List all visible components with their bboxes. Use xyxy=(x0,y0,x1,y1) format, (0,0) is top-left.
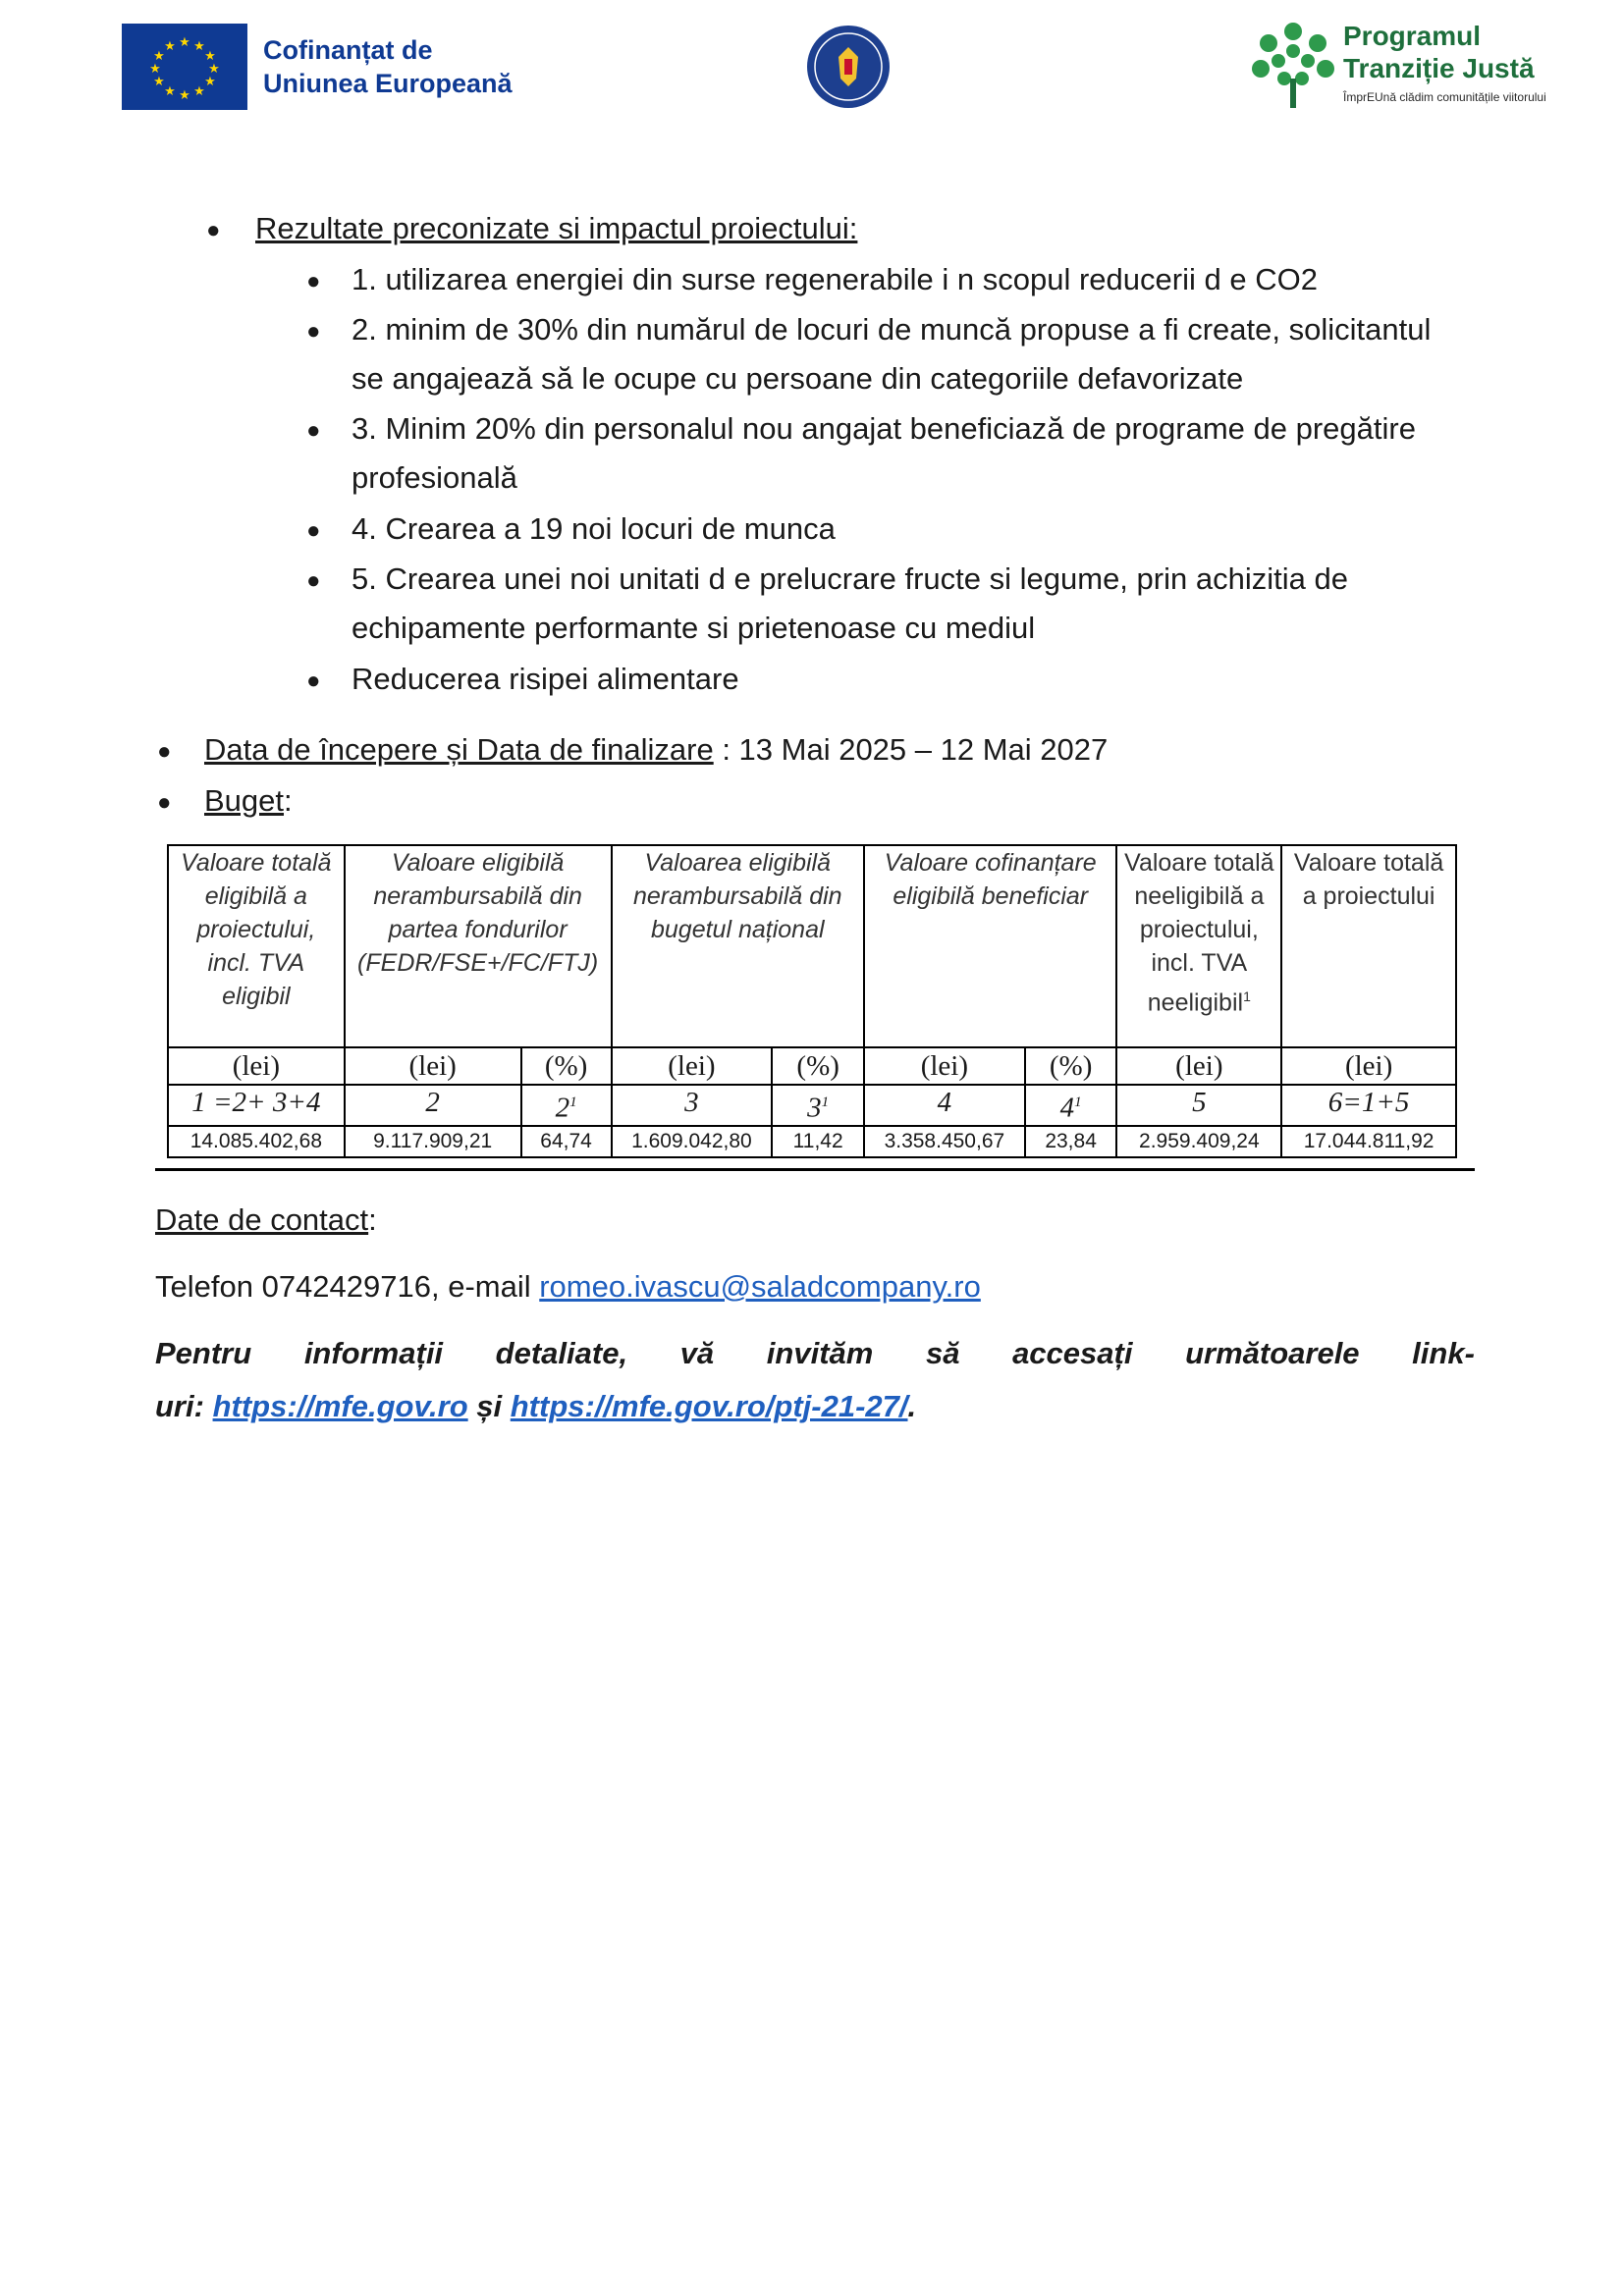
footnote-mark: 1 xyxy=(1074,1095,1082,1110)
ptj-tagline: ÎmprEUnă clădim comunitățile viitorului xyxy=(1343,90,1546,104)
value-cell: 9.117.909,21 xyxy=(345,1126,521,1157)
svg-text:★: ★ xyxy=(164,84,176,99)
table-header-row xyxy=(168,845,1456,1047)
ptj-program-logo xyxy=(1249,20,1546,110)
header-cell: Valoare totală a proiectului xyxy=(1281,845,1456,1047)
formula-cell xyxy=(1025,1085,1117,1126)
info-conj: și xyxy=(467,1389,511,1423)
value-cell: 11,42 xyxy=(772,1126,864,1157)
svg-text:★: ★ xyxy=(208,62,220,77)
formula-cell: 5 xyxy=(1116,1085,1281,1126)
bullet-dot: ● xyxy=(157,789,172,816)
value-cell: 64,74 xyxy=(521,1126,612,1157)
unit-cell: (%) xyxy=(1025,1047,1117,1085)
ptj-line-1: Programul xyxy=(1343,21,1482,51)
formula-cell: 6=1+5 xyxy=(1281,1085,1456,1126)
result-item-4 xyxy=(352,505,1540,554)
formula-text: 4 xyxy=(1059,1092,1075,1124)
mfe-link[interactable]: https://mfe.gov.ro xyxy=(212,1389,468,1423)
contact-heading: Date de contact xyxy=(155,1202,369,1237)
bullet-dot: ● xyxy=(306,517,321,544)
header-cell: Valoare cofinanțare eligibilă beneficiar xyxy=(864,845,1116,1047)
result-line: 3. Minim 20% din personalul nou angajat beneficiază de programe de pregătire xyxy=(352,411,1416,446)
value-cell: 3.358.450,67 xyxy=(864,1126,1025,1157)
bullet-dot: ● xyxy=(157,738,172,765)
eu-line-1: Cofinanțat de xyxy=(263,35,433,65)
value-cell: 17.044.811,92 xyxy=(1281,1126,1456,1157)
result-line: echipamente performante si prietenoase cu mediul xyxy=(352,611,1036,645)
eu-flag-icon xyxy=(122,24,247,110)
value-cell: 2.959.409,24 xyxy=(1116,1126,1281,1157)
table-values-row xyxy=(168,1126,1456,1157)
footnote-mark: 1 xyxy=(821,1095,830,1110)
contact-colon: : xyxy=(368,1202,377,1237)
unit-cell: (lei) xyxy=(864,1047,1025,1085)
budget-table xyxy=(167,844,1457,1158)
table-units-row xyxy=(168,1047,1456,1085)
result-line: 1. utilizarea energiei din surse regenerabile i n scopul reducerii d e CO2 xyxy=(352,262,1318,296)
info-word: link- xyxy=(1412,1336,1475,1370)
budget-label-line xyxy=(204,776,293,826)
formula-cell xyxy=(772,1085,864,1126)
result-line: profesională xyxy=(352,460,517,495)
unit-cell: (lei) xyxy=(1116,1047,1281,1085)
ptj-logo-text xyxy=(1343,20,1546,104)
result-item-1 xyxy=(352,255,1540,304)
result-line: 4. Crearea a 19 noi locuri de munca xyxy=(352,511,836,546)
bullet-dot: ● xyxy=(306,268,321,294)
value-cell: 14.085.402,68 xyxy=(168,1126,345,1157)
svg-text:★: ★ xyxy=(153,75,165,89)
result-line: 2. minim de 30% din numărul de locuri de muncă propuse a fi create, solicitantul xyxy=(352,312,1432,347)
ptj-line-2: Tranziție Justă xyxy=(1343,53,1535,83)
info-end: . xyxy=(907,1389,917,1423)
eu-line-2: Uniunea Europeană xyxy=(263,69,513,98)
formula-cell: 3 xyxy=(612,1085,773,1126)
unit-cell: (lei) xyxy=(612,1047,773,1085)
formula-cell: 2 xyxy=(345,1085,521,1126)
formula-cell: 1 =2+ 3+4 xyxy=(168,1085,345,1126)
info-line-1 xyxy=(155,1327,1475,1380)
info-paragraph xyxy=(155,1327,1475,1433)
bullet-dot: ● xyxy=(306,567,321,594)
table-formula-row xyxy=(168,1085,1456,1126)
svg-text:★: ★ xyxy=(193,39,205,54)
ptj-link[interactable]: https://mfe.gov.ro/ptj-21-27/ xyxy=(510,1389,908,1423)
eu-logo-text xyxy=(263,33,513,100)
contact-heading-line xyxy=(155,1196,377,1245)
result-item-2 xyxy=(352,305,1540,403)
result-item-3 xyxy=(352,404,1540,503)
header-text: Valoare totală neeligibilă a proiectului, incl. TVA neeligibil xyxy=(1124,849,1274,1017)
header-cell xyxy=(1116,845,1281,1047)
svg-text:★: ★ xyxy=(153,49,165,64)
info-line-2 xyxy=(155,1380,1475,1433)
bullet-dot: ● xyxy=(306,417,321,444)
unit-cell: (%) xyxy=(521,1047,612,1085)
footnote-mark: 1 xyxy=(1243,988,1251,1004)
value-cell: 23,84 xyxy=(1025,1126,1117,1157)
dates-label: Data de începere și Data de finalizare xyxy=(204,732,714,767)
info-word: informații xyxy=(303,1336,444,1370)
header-cell: Valoare totală eligibilă a proiectului, incl. TVA eligibil xyxy=(168,845,345,1047)
svg-text:★: ★ xyxy=(193,84,205,99)
info-prefix: uri: xyxy=(155,1389,213,1423)
eu-cofinancing-logo xyxy=(122,24,513,110)
info-word: invităm xyxy=(766,1336,874,1370)
info-word: accesați xyxy=(1012,1336,1133,1370)
romanian-government-seal-icon xyxy=(805,24,892,110)
bullet-dot: ● xyxy=(306,667,321,694)
value-cell: 1.609.042,80 xyxy=(612,1126,773,1157)
result-item-5 xyxy=(352,555,1540,653)
result-line: 5. Crearea unei noi unitati d e prelucrare fructe si legume, prin achizitia de xyxy=(352,561,1348,596)
result-line: Reducerea risipei alimentare xyxy=(352,662,739,696)
svg-text:★: ★ xyxy=(204,75,216,89)
result-item-6 xyxy=(352,655,1540,704)
formula-cell xyxy=(521,1085,612,1126)
svg-text:★: ★ xyxy=(179,88,190,103)
formula-text: 2 xyxy=(555,1092,570,1124)
info-word: următoarele xyxy=(1185,1336,1360,1370)
results-heading: Rezultate preconizate si impactul proiectului: xyxy=(255,211,858,245)
bullet-dot: ● xyxy=(206,217,221,243)
info-word: vă xyxy=(679,1336,715,1370)
formula-cell: 4 xyxy=(864,1085,1025,1126)
header-cell: Valoarea eligibilă nerambursabilă din bugetul național xyxy=(612,845,864,1047)
info-word: să xyxy=(925,1336,960,1370)
unit-cell: (%) xyxy=(772,1047,864,1085)
budget-label: Buget xyxy=(204,783,285,818)
unit-cell: (lei) xyxy=(168,1047,345,1085)
bullet-dot: ● xyxy=(306,318,321,345)
svg-text:★: ★ xyxy=(204,49,216,64)
section-divider xyxy=(155,1168,1475,1171)
formula-text: 3 xyxy=(807,1092,822,1124)
unit-cell: (lei) xyxy=(345,1047,521,1085)
svg-text:★: ★ xyxy=(179,35,190,50)
dates-value: : 13 Mai 2025 – 12 Mai 2027 xyxy=(713,732,1109,767)
dates-line xyxy=(204,725,1108,774)
header-cell: Valoare eligibilă nerambursabilă din partea fondurilor (FEDR/FSE+/FC/FTJ) xyxy=(345,845,612,1047)
info-word: detaliate, xyxy=(495,1336,628,1370)
info-word: Pentru xyxy=(155,1336,252,1370)
budget-colon: : xyxy=(284,783,293,818)
result-line: se angajează să le ocupe cu persoane din categoriile defavorizate xyxy=(352,361,1244,396)
phone-text: Telefon 0742429716, e-mail xyxy=(155,1269,540,1304)
unit-cell: (lei) xyxy=(1281,1047,1456,1085)
svg-text:★: ★ xyxy=(164,39,176,54)
svg-text:★: ★ xyxy=(149,62,161,77)
email-link[interactable]: romeo.ivascu@saladcompany.ro xyxy=(539,1269,981,1304)
contact-line xyxy=(155,1262,981,1311)
footnote-mark: 1 xyxy=(569,1095,577,1110)
ptj-flower-icon xyxy=(1249,20,1337,110)
